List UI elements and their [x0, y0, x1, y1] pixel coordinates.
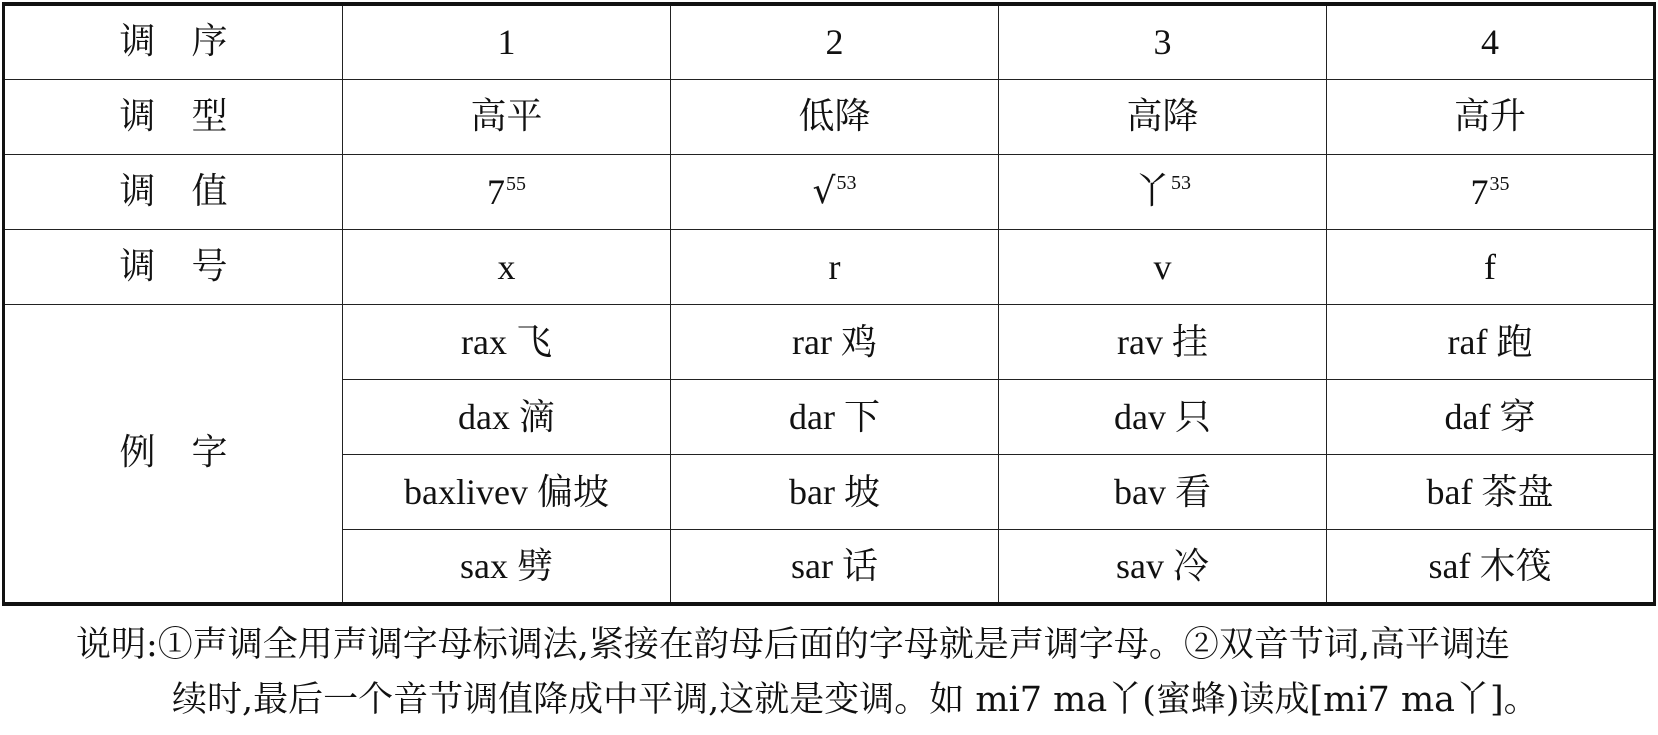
- example-cell: daf 穿: [1327, 379, 1655, 454]
- table-row: [4, 229, 1655, 304]
- example-cell: dar 下: [671, 379, 999, 454]
- tone-mark-cell: v: [999, 229, 1327, 304]
- tone-order-cell: 3: [999, 4, 1327, 79]
- explanation-note: [76, 618, 1651, 728]
- tone-value-cell: [671, 154, 999, 229]
- table-row: [4, 154, 1655, 229]
- tone-order-cell: 1: [343, 4, 671, 79]
- tone-table: [2, 2, 1656, 606]
- example-cell: rax 飞: [343, 304, 671, 379]
- example-cell: baf 茶盘: [1327, 454, 1655, 529]
- example-cell: sax 劈: [343, 529, 671, 604]
- row-header-examples: 例字: [4, 304, 343, 604]
- row-header-mark: 调号: [4, 229, 343, 304]
- tone-value-cell: [1327, 154, 1655, 229]
- tone-letter-symbol: 7: [1470, 171, 1489, 212]
- example-cell: rav 挂: [999, 304, 1327, 379]
- note-line-2: 续时,最后一个音节调值降成中平调,这就是变调。如 mi7 ma丫(蜜蜂)读成[mi7 ma丫]。: [172, 680, 1539, 720]
- tone-type-cell: 高升: [1327, 79, 1655, 154]
- table-row: [4, 304, 1655, 379]
- tone-value-number: 35: [1489, 172, 1510, 195]
- tone-type-cell: 高降: [999, 79, 1327, 154]
- example-cell: bav 看: [999, 454, 1327, 529]
- example-cell: sav 冷: [999, 529, 1327, 604]
- example-cell: dav 只: [999, 379, 1327, 454]
- example-cell: baxlivev 偏坡: [343, 454, 671, 529]
- example-cell: raf 跑: [1327, 304, 1655, 379]
- tone-order-cell: 2: [671, 4, 999, 79]
- row-header-order: 调序: [4, 4, 343, 79]
- tone-mark-cell: x: [343, 229, 671, 304]
- tone-value-number: 55: [506, 172, 526, 195]
- tone-mark-cell: f: [1327, 229, 1655, 304]
- tone-type-cell: 高平: [343, 79, 671, 154]
- example-cell: dax 滴: [343, 379, 671, 454]
- tone-mark-cell: r: [671, 229, 999, 304]
- tone-value-cell: [343, 154, 671, 229]
- tone-order-cell: 4: [1327, 4, 1655, 79]
- tone-value-number: 53: [1171, 172, 1191, 194]
- row-header-type: 调型: [4, 79, 343, 154]
- table-row: [4, 4, 1655, 79]
- table-row: [4, 79, 1655, 154]
- row-header-value: 调值: [4, 154, 343, 229]
- tone-type-cell: 低降: [671, 79, 999, 154]
- tone-letter-symbol: √: [812, 171, 836, 212]
- tone-letter-symbol: 7: [487, 171, 505, 212]
- example-cell: rar 鸡: [671, 304, 999, 379]
- tone-letter-symbol: 丫: [1133, 171, 1170, 212]
- note-line-1: 说明:①声调全用声调字母标调法,紧接在韵母后面的字母就是声调字母。②双音节词,高平调连: [76, 625, 1511, 665]
- example-cell: sar 话: [671, 529, 999, 604]
- example-cell: bar 坡: [671, 454, 999, 529]
- tone-value-cell: [999, 154, 1327, 229]
- tone-value-number: 53: [836, 172, 857, 194]
- example-cell: saf 木筏: [1327, 529, 1655, 604]
